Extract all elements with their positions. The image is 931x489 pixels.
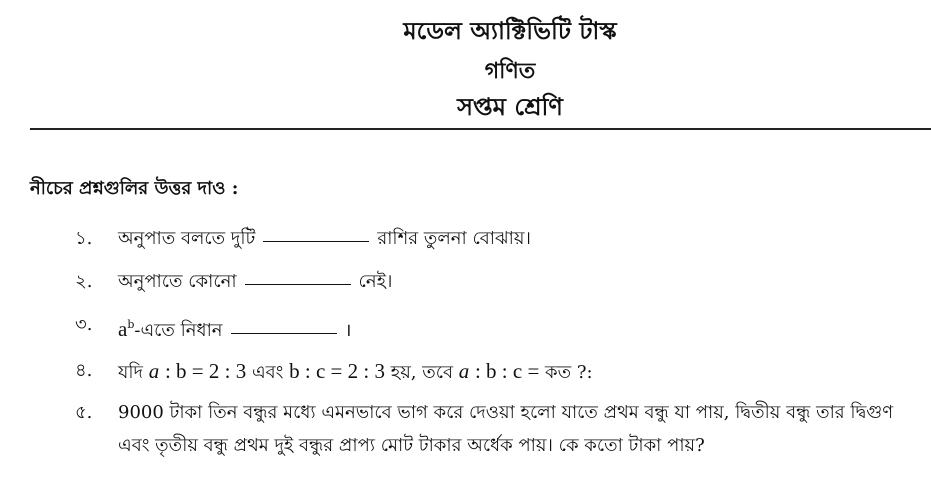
question-4-ratio-1: : b = 2 : 3 [164, 359, 247, 383]
question-1-blank [263, 240, 369, 242]
question-4-ratio-2: b : c = 2 : 3 [289, 359, 385, 383]
question-5-line-1: 9000 টাকা তিন বন্ধুর মধ্যে এমনভাবে ভাগ করে দেওয়া হলো যাতে প্রথম বন্ধু যা পায়, দ্বিতীয় বন্ধু তার দ্বিগুণ [118, 402, 894, 423]
question-5-number: ৫. [75, 402, 93, 423]
question-3-blank [231, 332, 337, 334]
question-4-if: যদি [118, 362, 143, 383]
question-4-ask: কত ?: [545, 362, 593, 383]
question-2-before: অনুপাতে কোনো [118, 271, 237, 292]
question-3-base: a [118, 317, 128, 341]
question-1-text [118, 225, 531, 253]
question-4-number: ৪. [75, 360, 93, 381]
question-3-text [118, 311, 351, 345]
question-4-and: এবং [251, 362, 284, 383]
question-4-then: হয়, তবে [390, 362, 453, 383]
question-2-number: ২. [75, 271, 93, 292]
question-4-ratio-3: : b : c = [474, 359, 540, 383]
question-5-line-2: এবং তৃতীয় বন্ধু প্রথম দুই বন্ধুর প্রাপ্য মোট টাকার অর্ধেক পায়। কে কতো টাকা পায়? [118, 435, 705, 456]
header-divider [30, 128, 931, 130]
question-2-blank [245, 283, 351, 285]
instruction-text: নীচের প্রশ্নগুলির উত্তর দাও : [30, 178, 239, 199]
question-3-exponent: b [127, 318, 135, 331]
question-4-text [118, 357, 593, 387]
class-heading: সপ্তম শ্রেণি [457, 92, 563, 121]
subject-heading: গণিত [484, 58, 536, 84]
question-1-number: ১. [75, 228, 93, 249]
question-2-text [118, 268, 392, 296]
question-2-after: নেই। [358, 271, 393, 292]
question-3-before: -এতে নিধান [134, 320, 223, 341]
question-4-var-a: a [148, 359, 160, 383]
question-4-var-a2: a [458, 359, 470, 383]
question-1-after: রাশির তুলনা বোঝায়। [377, 228, 531, 249]
question-3-after: । [344, 320, 352, 341]
question-1-before: অনুপাত বলতে দুটি [118, 228, 256, 249]
document-title: মডেল অ্যাক্টিভিটি টাস্ক [403, 16, 617, 45]
question-3-number: ৩. [75, 314, 93, 335]
